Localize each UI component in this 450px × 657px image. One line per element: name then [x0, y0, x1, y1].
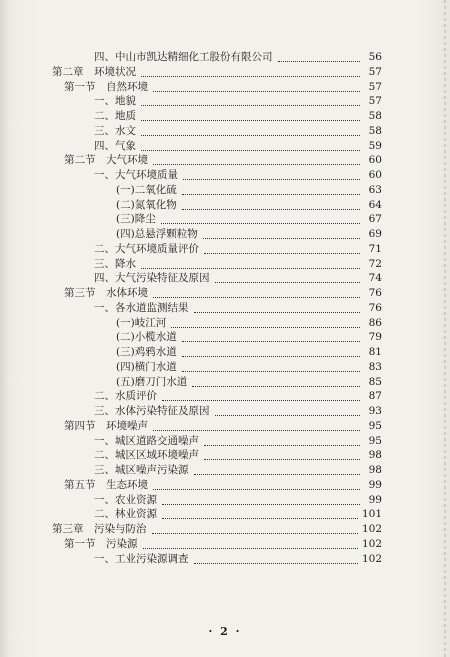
toc-entry-title: 第二节 大气环境 — [64, 154, 148, 167]
toc-entry-page: 102 — [361, 537, 382, 550]
toc-entry — [116, 182, 382, 198]
toc-entry-title: 三、水文 — [94, 124, 136, 137]
toc-leader-dots — [161, 222, 360, 224]
toc-entry-page: 72 — [368, 257, 382, 270]
toc-entry-title: 三、城区噪声污染源 — [94, 464, 189, 476]
toc-leader-dots — [162, 503, 360, 505]
toc-entry — [116, 226, 382, 242]
toc-entry — [94, 506, 382, 522]
toc-entry-title: 第三节 水体环境 — [64, 287, 148, 299]
toc-entry — [94, 256, 382, 272]
toc-entry-title: 三、降水 — [94, 257, 136, 270]
toc-entry-title: (二)小榄水道 — [116, 331, 177, 344]
toc-leader-dots — [141, 75, 360, 77]
toc-entry-page: 81 — [368, 346, 382, 358]
toc-entry-title: 第四节 环境噪声 — [64, 419, 148, 432]
toc-leader-dots — [141, 267, 360, 269]
toc-entry-page: 99 — [368, 493, 382, 506]
toc-entry-page: 102 — [361, 523, 382, 535]
page-number: · 2 · — [208, 625, 242, 638]
toc-entry — [64, 285, 382, 301]
toc-entry-title: (二)氮氧化物 — [116, 198, 177, 211]
toc-entry — [64, 536, 382, 552]
toc-leader-dots — [153, 296, 360, 298]
toc-entry-page: 60 — [368, 169, 382, 181]
toc-entry-title: 第一节 污染源 — [64, 537, 138, 550]
toc-leader-dots — [162, 517, 358, 519]
toc-entry-title: 第五节 生态环境 — [64, 478, 148, 491]
toc-entry — [116, 344, 382, 360]
toc-leader-dots — [153, 163, 360, 165]
toc-entry-title: 第三章 污染与防治 — [52, 523, 147, 535]
toc-leader-dots — [194, 311, 361, 313]
toc-leader-dots — [215, 414, 361, 416]
toc-entry-title: (一)岐江河 — [116, 316, 167, 329]
toc-entry-page: 102 — [361, 552, 382, 565]
toc-entry — [116, 359, 382, 375]
toc-entry — [94, 93, 382, 109]
toc-entry — [94, 49, 382, 65]
toc-entry-page: 67 — [368, 213, 382, 226]
toc-entry — [116, 211, 382, 227]
toc-entry — [94, 403, 382, 419]
toc-entry-page: 85 — [368, 375, 382, 388]
toc-leader-dots — [162, 399, 360, 401]
toc-entry-page: 56 — [368, 51, 382, 63]
toc-entry-title: 一、城区道路交通噪声 — [94, 434, 199, 447]
toc-entry-page: 58 — [368, 110, 382, 122]
toc-entry — [116, 315, 382, 331]
toc-entry — [94, 300, 382, 316]
toc-leader-dots — [183, 178, 360, 180]
toc-entry-page: 58 — [368, 124, 382, 137]
toc-entry-title: 二、地质 — [94, 110, 136, 122]
toc-entry-title: 四、气象 — [94, 139, 136, 152]
toc-leader-dots — [182, 193, 360, 195]
toc-leader-dots — [152, 532, 358, 534]
toc-entry-page: 95 — [368, 434, 382, 447]
toc-leader-dots — [192, 385, 360, 387]
toc-leader-dots — [153, 90, 360, 92]
toc-entry-page: 83 — [368, 360, 382, 373]
toc-entry — [116, 374, 382, 390]
toc-entry-title: 四、中山市凯达精细化工股份有限公司 — [94, 51, 273, 63]
toc-entry-title: 二、大气环境质量评价 — [94, 242, 199, 255]
toc-leader-dots — [182, 370, 360, 372]
toc-entry — [94, 108, 382, 124]
toc-entry-title: 一、农业资源 — [94, 493, 157, 506]
toc-entry-page: 64 — [368, 198, 382, 211]
toc-entry-page: 69 — [368, 228, 382, 240]
toc-entry-title: 四、大气污染特征及原因 — [94, 272, 210, 285]
toc-entry — [64, 79, 382, 95]
toc-entry-page: 74 — [368, 272, 382, 285]
toc-leader-dots — [278, 60, 361, 62]
toc-leader-dots — [141, 149, 360, 151]
toc-entry-title: 一、大气环境质量 — [94, 169, 178, 181]
toc-entry-title: 第二章 环境状况 — [52, 65, 136, 78]
page-edge — [444, 0, 446, 657]
toc-entry-title: (三)降尘 — [116, 213, 156, 226]
toc-entry — [94, 433, 382, 449]
toc-leader-dots — [182, 355, 360, 357]
toc-leader-dots — [143, 547, 358, 549]
toc-entry-page: 101 — [361, 508, 382, 521]
toc-entry-page: 76 — [368, 301, 382, 314]
toc-leader-dots — [171, 326, 360, 328]
toc-entry-title: (四)横门水道 — [116, 360, 177, 373]
toc-entry — [94, 167, 382, 183]
toc-leader-dots — [182, 208, 360, 210]
toc-entry — [64, 418, 382, 434]
toc-leader-dots — [141, 119, 360, 121]
toc-entry-page: 76 — [368, 287, 382, 299]
toc-entry-title: 一、各水道监测结果 — [94, 301, 189, 314]
toc-entry — [116, 197, 382, 213]
toc-entry — [94, 551, 382, 567]
toc-entry — [94, 241, 382, 257]
toc-entry-page: 79 — [368, 331, 382, 344]
toc-entry — [94, 388, 382, 404]
toc-entry-title: 二、林业资源 — [94, 508, 157, 521]
toc-entry-title: 一、工业污染源调查 — [94, 552, 189, 565]
toc-entry — [94, 462, 382, 478]
toc-entry-page: 95 — [368, 419, 382, 432]
toc-entry — [64, 152, 382, 168]
toc-leader-dots — [153, 488, 360, 490]
toc-leader-dots — [215, 281, 361, 283]
toc-leader-dots — [141, 134, 360, 136]
toc-entry-page: 86 — [368, 316, 382, 329]
toc-leader-dots — [204, 444, 360, 446]
toc-entry-page: 59 — [368, 139, 382, 152]
toc-entry — [94, 492, 382, 508]
toc-entry — [116, 329, 382, 345]
toc-leader-dots — [182, 340, 360, 342]
toc-entry-title: 二、水质评价 — [94, 390, 157, 403]
toc-entry-page: 57 — [368, 80, 382, 93]
toc-entry-title: (五)磨刀门水道 — [116, 375, 188, 388]
toc-entry-page: 60 — [368, 154, 382, 167]
toc-entry — [94, 138, 382, 154]
toc-entry-page: 63 — [368, 183, 382, 196]
toc-entry-page: 57 — [368, 95, 382, 108]
toc-entry-title: 二、城区区域环境噪声 — [94, 449, 199, 462]
toc-entry-page: 98 — [368, 449, 382, 462]
toc-leader-dots — [153, 429, 360, 431]
toc-leader-dots — [141, 104, 360, 106]
toc-entry — [64, 477, 382, 493]
toc-entry — [94, 447, 382, 463]
toc-leader-dots — [204, 252, 360, 254]
toc-entry-page: 57 — [368, 65, 382, 78]
toc-leader-dots — [194, 473, 361, 475]
toc-entry — [52, 64, 382, 80]
toc-entry-page: 87 — [368, 390, 382, 403]
toc-leader-dots — [204, 458, 360, 460]
toc-leader-dots — [203, 237, 360, 239]
toc-leader-dots — [194, 562, 358, 564]
toc-entry-page: 98 — [368, 464, 382, 476]
toc-entry — [94, 270, 382, 286]
toc-entry-title: (三)鸡鸦水道 — [116, 346, 177, 358]
toc-entry — [52, 521, 382, 537]
toc-entry-title: 三、水体污染特征及原因 — [94, 405, 210, 417]
toc-entry-title: 一、地貌 — [94, 95, 136, 108]
toc-entry-page: 71 — [368, 242, 382, 255]
toc-entry-title: (一)二氧化硫 — [116, 183, 177, 196]
toc-entry-title: (四)总悬浮颗粒物 — [116, 228, 198, 240]
toc-entry — [94, 123, 382, 139]
toc-entry-page: 93 — [368, 405, 382, 417]
toc-entry-page: 99 — [368, 478, 382, 491]
toc-entry-title: 第一节 自然环境 — [64, 80, 148, 93]
